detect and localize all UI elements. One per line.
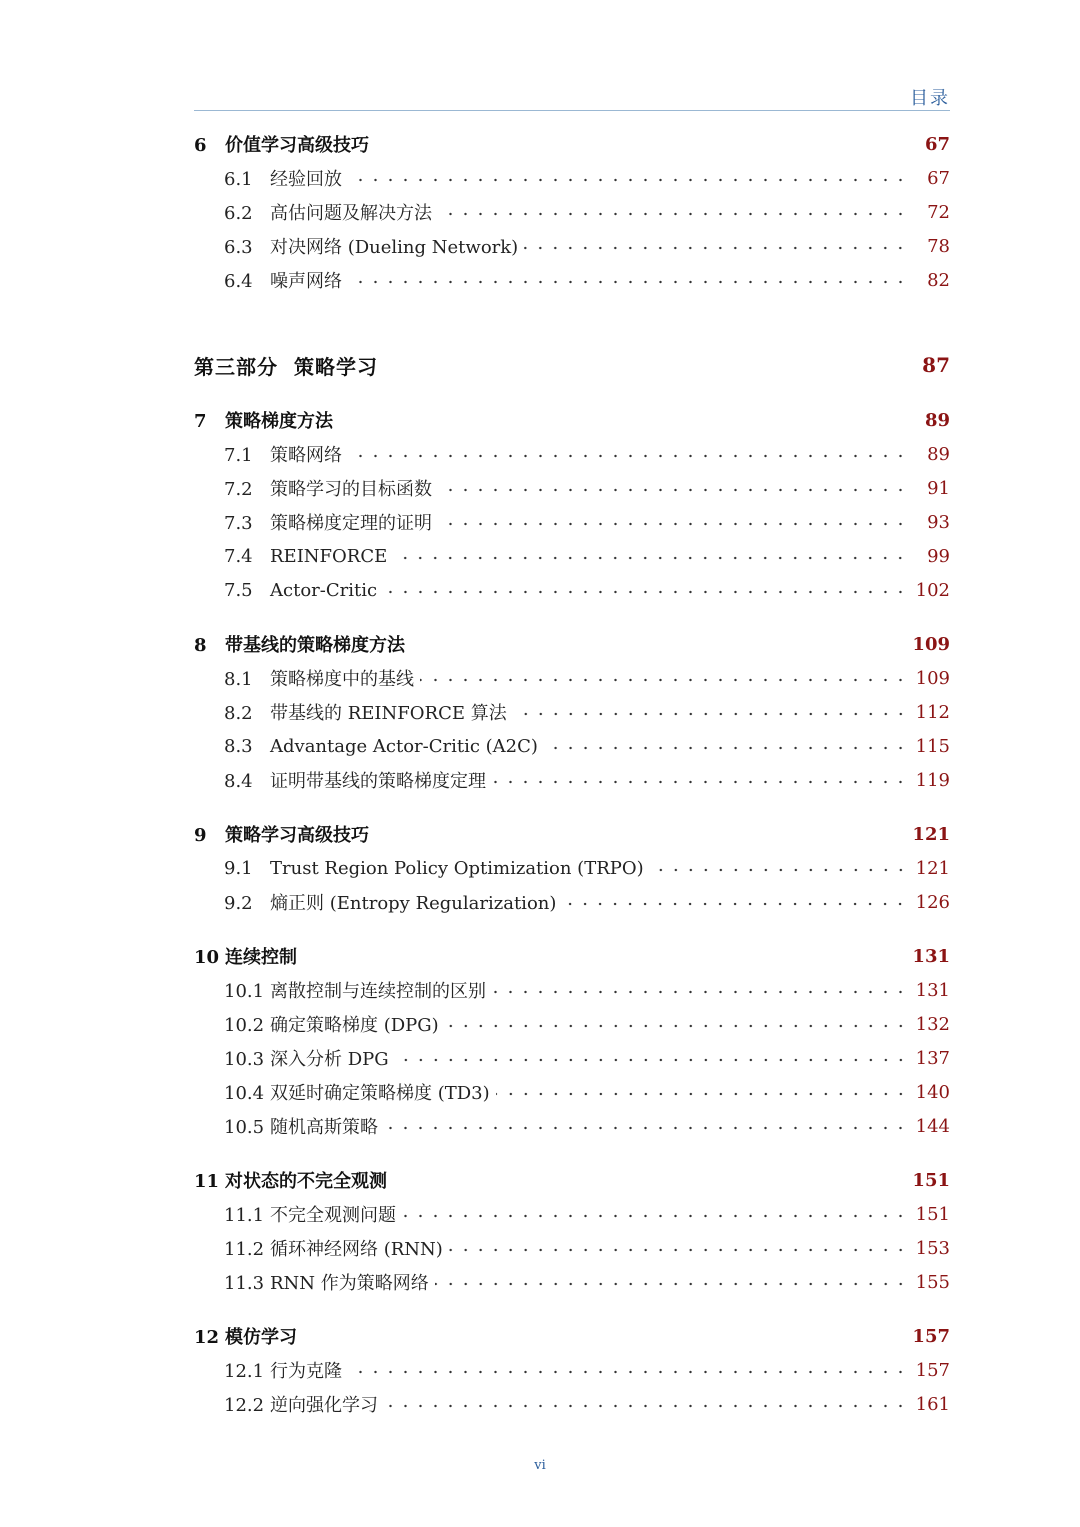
section-number: 8.1 [224,669,253,690]
section-title: 熵正则 (Entropy Regularization) [270,893,557,914]
section-title: 离散控制与连续控制的区别 [270,981,486,1002]
section-number: 7.5 [224,579,253,601]
chapter-number: 11 [194,1171,220,1192]
section-page: 161 [915,1393,950,1415]
section-title: REINFORCE [270,545,388,567]
section-number: 6.4 [224,271,253,292]
dot-leader [544,739,908,757]
chapter-title: 带基线的策略梯度方法 [225,635,405,656]
section-number: 11.2 [224,1239,265,1260]
section-page: 91 [927,477,950,499]
toc-section-6-3[interactable] [194,229,950,263]
chapter-title: 模仿学习 [225,1327,297,1348]
running-header [194,80,950,111]
dot-leader [348,273,908,291]
section-title: 深入分析 DPG [270,1049,389,1070]
section-title: RNN 作为策略网络 [270,1273,429,1294]
dot-leader [449,1241,908,1259]
dot-leader [445,1017,908,1035]
dot-leader [496,1085,908,1103]
section-page: 151 [915,1203,950,1225]
section-number: 8.4 [224,771,253,792]
section-page: 157 [915,1359,950,1381]
dot-leader [438,515,908,533]
toc-section-11-3[interactable] [194,1265,950,1299]
dot-leader [348,171,908,189]
section-number: 7.3 [224,513,253,534]
section-number: 10.3 [224,1049,265,1070]
dot-leader [650,861,908,879]
section-title: 行为克隆 [270,1361,342,1382]
toc-chapter-12[interactable] [194,1319,950,1353]
section-title: 带基线的 REINFORCE 算法 [270,703,507,724]
dot-leader [384,1119,908,1137]
chapter-title: 策略梯度方法 [225,411,333,432]
section-number: 8.2 [224,703,253,724]
section-page: 132 [915,1013,950,1035]
section-page: 137 [915,1047,950,1069]
section-page: 82 [927,269,950,291]
section-number: 10.1 [224,981,265,1002]
section-number: 9.1 [224,857,253,879]
chapter-number: 10 [194,947,220,968]
chapter-title: 策略学习高级技巧 [225,825,369,846]
header-title: 目录 [910,88,950,109]
section-number: 10.5 [224,1117,265,1138]
page-number: vi [534,1458,546,1473]
toc-section-7-5[interactable] [194,573,950,607]
chapter-page: 109 [912,633,950,655]
chapter-page: 157 [912,1325,950,1347]
chapter-title: 连续控制 [225,947,297,968]
section-number: 6.3 [224,237,253,258]
section-number: 6.1 [224,169,253,190]
section-title: 不完全观测问题 [270,1205,396,1226]
toc-section-11-2[interactable] [194,1231,950,1265]
part-title: 策略学习 [294,354,378,379]
dot-leader [395,1051,908,1069]
section-title: 逆向强化学习 [270,1395,378,1416]
section-title: 对决网络 (Dueling Network) [270,237,519,258]
chapter-title: 对状态的不完全观测 [225,1171,387,1192]
section-page: 112 [915,701,950,723]
chapter-number: 12 [194,1327,220,1348]
chapter-number: 9 [194,825,207,846]
dot-leader [562,895,908,913]
section-number: 10.4 [224,1083,265,1104]
section-title: 双延时确定策略梯度 (TD3) [270,1083,490,1104]
section-title: 证明带基线的策略梯度定理 [270,771,486,792]
table-of-contents [194,127,950,1421]
dot-leader [524,239,908,257]
toc-section-7-3[interactable] [194,505,950,539]
toc-section-9-2[interactable] [194,885,950,919]
section-page: 102 [915,579,950,601]
toc-section-7-1[interactable] [194,437,950,471]
section-title: 策略梯度定理的证明 [270,513,432,534]
section-number: 11.1 [224,1205,265,1226]
dot-leader [435,1275,908,1293]
section-page: 140 [915,1081,950,1103]
toc-section-7-4[interactable] [194,539,950,573]
section-title: 策略学习的目标函数 [270,479,432,500]
toc-chapter-7[interactable] [194,403,950,437]
section-title: 策略梯度中的基线 [270,669,414,690]
toc-section-8-1[interactable] [194,661,950,695]
toc-section-10-3[interactable] [194,1041,950,1075]
toc-chapter-6[interactable] [194,127,950,161]
toc-section-7-2[interactable] [194,471,950,505]
toc-section-12-2[interactable] [194,1387,950,1421]
dot-leader [402,1207,908,1225]
section-page: 109 [915,667,950,689]
section-number: 12.1 [224,1361,265,1382]
chapter-page: 151 [912,1169,950,1191]
chapter-page: 131 [912,945,950,967]
toc-chapter-8[interactable] [194,627,950,661]
toc-section-10-1[interactable] [194,973,950,1007]
section-title: 噪声网络 [270,271,342,292]
chapter-page: 121 [912,823,950,845]
section-page: 93 [927,511,950,533]
dot-leader [492,773,908,791]
dot-leader [348,447,908,465]
section-number: 7.2 [224,479,253,500]
chapter-number: 8 [194,635,207,656]
section-number: 8.3 [224,735,253,757]
section-number: 7.4 [224,545,253,567]
dot-leader [383,583,908,601]
dot-leader [393,549,908,567]
section-title: 随机高斯策略 [270,1117,378,1138]
section-title: Trust Region Policy Optimization (TRPO) [270,857,644,879]
section-page: 126 [915,891,950,913]
toc-section-8-2[interactable] [194,695,950,729]
section-page: 121 [915,857,950,879]
dot-leader [384,1397,908,1415]
section-title: Advantage Actor-Critic (A2C) [270,735,538,757]
toc-chapter-10[interactable] [194,939,950,973]
section-page: 67 [927,167,950,189]
toc-section-10-5[interactable] [194,1109,950,1143]
section-page: 99 [927,545,950,567]
section-page: 155 [915,1271,950,1293]
chapter-number: 7 [194,411,207,432]
part-label: 第三部分 [194,354,278,379]
section-number: 11.3 [224,1273,265,1294]
toc-chapter-11[interactable] [194,1163,950,1197]
chapter-page: 89 [924,409,950,431]
section-number: 12.2 [224,1395,265,1416]
section-number: 7.1 [224,445,253,466]
toc-chapter-9[interactable] [194,817,950,851]
section-title: 循环神经网络 (RNN) [270,1239,443,1260]
chapter-title: 价值学习高级技巧 [225,135,369,156]
section-page: 119 [915,769,950,791]
section-page: 72 [927,201,950,223]
section-number: 9.2 [224,893,253,914]
section-title: 策略网络 [270,445,342,466]
chapter-number: 6 [194,135,207,156]
dot-leader [348,1363,908,1381]
dot-leader [420,671,908,689]
chapter-page: 67 [924,133,950,155]
toc-section-9-1[interactable] [194,851,950,885]
section-title: 高估问题及解决方法 [270,203,432,224]
dot-leader [438,205,908,223]
toc-section-10-4[interactable] [194,1075,950,1109]
section-page: 89 [927,443,950,465]
toc-section-6-1[interactable] [194,161,950,195]
toc-section-8-3[interactable] [194,729,950,763]
dot-leader [438,481,908,499]
part-page: 87 [922,353,950,377]
section-title: Actor-Critic [270,579,378,601]
section-page: 153 [915,1237,950,1259]
dot-leader [513,705,908,723]
section-page: 131 [915,979,950,1001]
section-number: 6.2 [224,203,253,224]
section-title: 经验回放 [270,169,342,190]
toc-section-6-2[interactable] [194,195,950,229]
toc-section-6-4[interactable] [194,263,950,297]
toc-part-3[interactable] [194,341,950,389]
section-number: 10.2 [224,1015,265,1036]
section-page: 115 [915,735,950,757]
section-title: 确定策略梯度 (DPG) [270,1015,439,1036]
dot-leader [492,983,908,1001]
toc-section-11-1[interactable] [194,1197,950,1231]
section-page: 144 [915,1115,950,1137]
section-page: 78 [927,235,950,257]
toc-section-8-4[interactable] [194,763,950,797]
toc-section-10-2[interactable] [194,1007,950,1041]
toc-section-12-1[interactable] [194,1353,950,1387]
